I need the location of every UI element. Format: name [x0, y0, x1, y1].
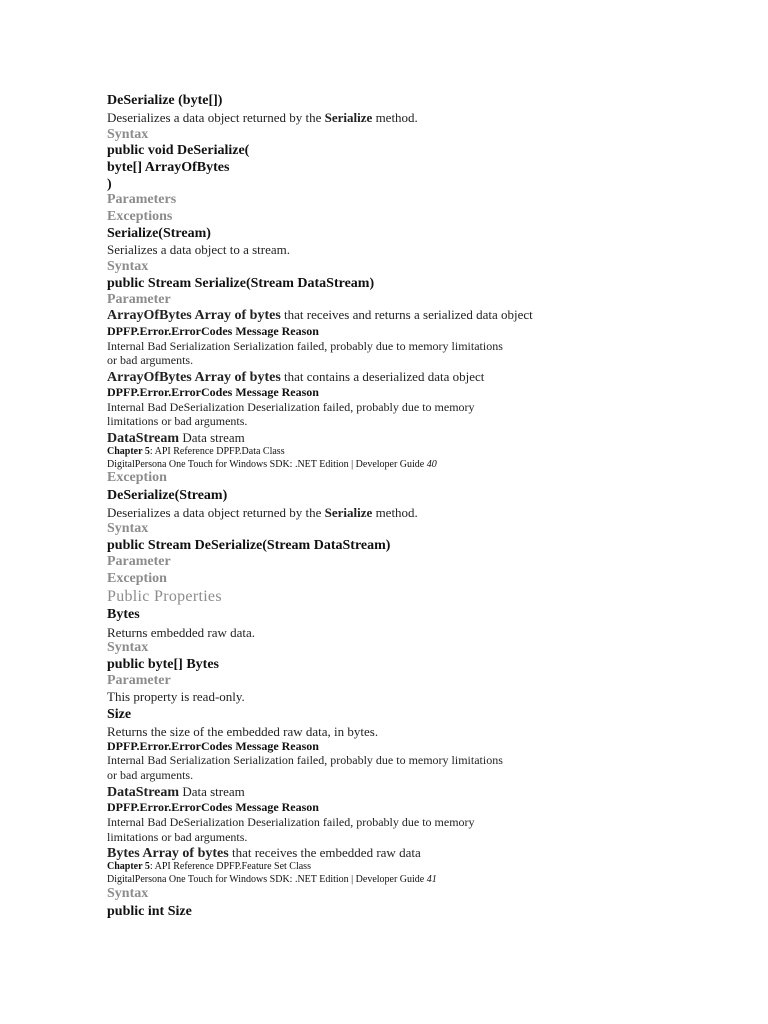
- property-note: This property is read-only.: [107, 689, 245, 704]
- parameter-name: Bytes Array of bytes: [107, 846, 229, 861]
- chapter-number: Chapter 5: [107, 861, 150, 872]
- code-line: public int Size: [107, 904, 192, 919]
- desc-text: method.: [372, 110, 418, 125]
- desc-text: Deserializes a data object returned by the: [107, 505, 325, 520]
- error-table-row: Internal Bad DeSerialization Deserialization failed, probably due to memory: [107, 815, 475, 829]
- parameter-row: [107, 370, 484, 385]
- error-table-row: Internal Bad Serialization Serialization failed, probably due to memory limitations: [107, 753, 503, 767]
- guide-title: DigitalPersona One Touch for Windows SDK: .NET Edition | Developer Guide: [107, 874, 427, 885]
- page-number: 40: [426, 459, 437, 470]
- error-table-header: DPFP.Error.ErrorCodes Message Reason: [107, 385, 319, 399]
- method-description: [107, 111, 418, 125]
- error-table-row: or bad arguments.: [107, 353, 194, 367]
- exception-label: Exception: [107, 571, 167, 586]
- parameter-name: ArrayOfBytes Array of bytes: [107, 370, 281, 385]
- property-description: Returns embedded raw data.: [107, 625, 256, 640]
- parameter-row: [107, 846, 421, 861]
- guide-title: DigitalPersona One Touch for Windows SDK: .NET Edition | Developer Guide: [107, 459, 427, 470]
- parameter-row: [107, 431, 245, 446]
- error-table-row: limitations or bad arguments.: [107, 414, 248, 428]
- method-heading-deserialize-bytes: DeSerialize (byte[]): [107, 93, 223, 108]
- section-title-public-properties: Public Properties: [107, 588, 222, 605]
- syntax-label: Syntax: [107, 521, 149, 536]
- syntax-label: Syntax: [107, 127, 149, 142]
- chapter-title: : API Reference DPFP.Data Class: [149, 446, 285, 457]
- error-table-header: DPFP.Error.ErrorCodes Message Reason: [107, 324, 319, 338]
- parameter-description: that receives and returns a serialized data object: [280, 307, 533, 322]
- desc-emphasis: Serialize: [324, 505, 373, 520]
- parameter-description: that receives the embedded raw data: [228, 845, 421, 860]
- parameter-name: DataStream: [107, 431, 180, 446]
- desc-text: Deserializes a data object returned by the: [107, 110, 325, 125]
- method-description: [107, 506, 418, 520]
- desc-emphasis: Serialize: [324, 110, 373, 125]
- error-table-row: Internal Bad Serialization Serialization failed, probably due to memory limitations: [107, 339, 503, 353]
- property-heading-size: Size: [107, 707, 132, 722]
- error-table-row: or bad arguments.: [107, 768, 194, 782]
- parameter-description: that contains a deserialized data object: [280, 369, 485, 384]
- error-table-row: Internal Bad DeSerialization Deserialization failed, probably due to memory: [107, 400, 475, 414]
- code-line: ): [107, 177, 112, 192]
- parameters-label: Parameters: [107, 192, 177, 207]
- page-footer-guide: [107, 874, 437, 885]
- property-heading-bytes: Bytes: [107, 607, 140, 622]
- parameter-name: DataStream: [107, 785, 180, 800]
- error-table-header: DPFP.Error.ErrorCodes Message Reason: [107, 739, 319, 753]
- page-number: 41: [426, 874, 437, 885]
- code-line: public Stream Serialize(Stream DataStream): [107, 276, 375, 291]
- parameter-name: ArrayOfBytes Array of bytes: [107, 308, 281, 323]
- code-line: public void DeSerialize(: [107, 143, 250, 158]
- syntax-label: Syntax: [107, 886, 149, 901]
- parameter-description: Data stream: [179, 784, 245, 799]
- code-line: public Stream DeSerialize(Stream DataStream): [107, 538, 391, 553]
- exceptions-label: Exceptions: [107, 209, 173, 224]
- syntax-label: Syntax: [107, 640, 149, 655]
- desc-text: method.: [372, 505, 418, 520]
- parameter-label: Parameter: [107, 292, 171, 307]
- syntax-label: Syntax: [107, 259, 149, 274]
- method-heading-deserialize-stream: DeSerialize(Stream): [107, 488, 228, 503]
- parameter-label: Parameter: [107, 554, 171, 569]
- code-line: byte[] ArrayOfBytes: [107, 160, 230, 175]
- exception-label: Exception: [107, 470, 167, 485]
- parameter-row: [107, 308, 533, 323]
- page-footer-chapter: [107, 861, 311, 872]
- chapter-title: : API Reference DPFP.Feature Set Class: [149, 861, 311, 872]
- parameter-row: [107, 785, 245, 800]
- method-heading-serialize-stream: Serialize(Stream): [107, 226, 211, 241]
- page-footer-chapter: [107, 446, 285, 457]
- method-description: Serializes a data object to a stream.: [107, 242, 291, 257]
- property-description: Returns the size of the embedded raw data, in bytes.: [107, 724, 379, 739]
- chapter-number: Chapter 5: [107, 446, 150, 457]
- code-line: public byte[] Bytes: [107, 657, 219, 672]
- parameter-description: Data stream: [179, 430, 245, 445]
- error-table-row: limitations or bad arguments.: [107, 830, 248, 844]
- page-footer-guide: [107, 459, 437, 470]
- error-table-header: DPFP.Error.ErrorCodes Message Reason: [107, 800, 319, 814]
- parameter-label: Parameter: [107, 673, 171, 688]
